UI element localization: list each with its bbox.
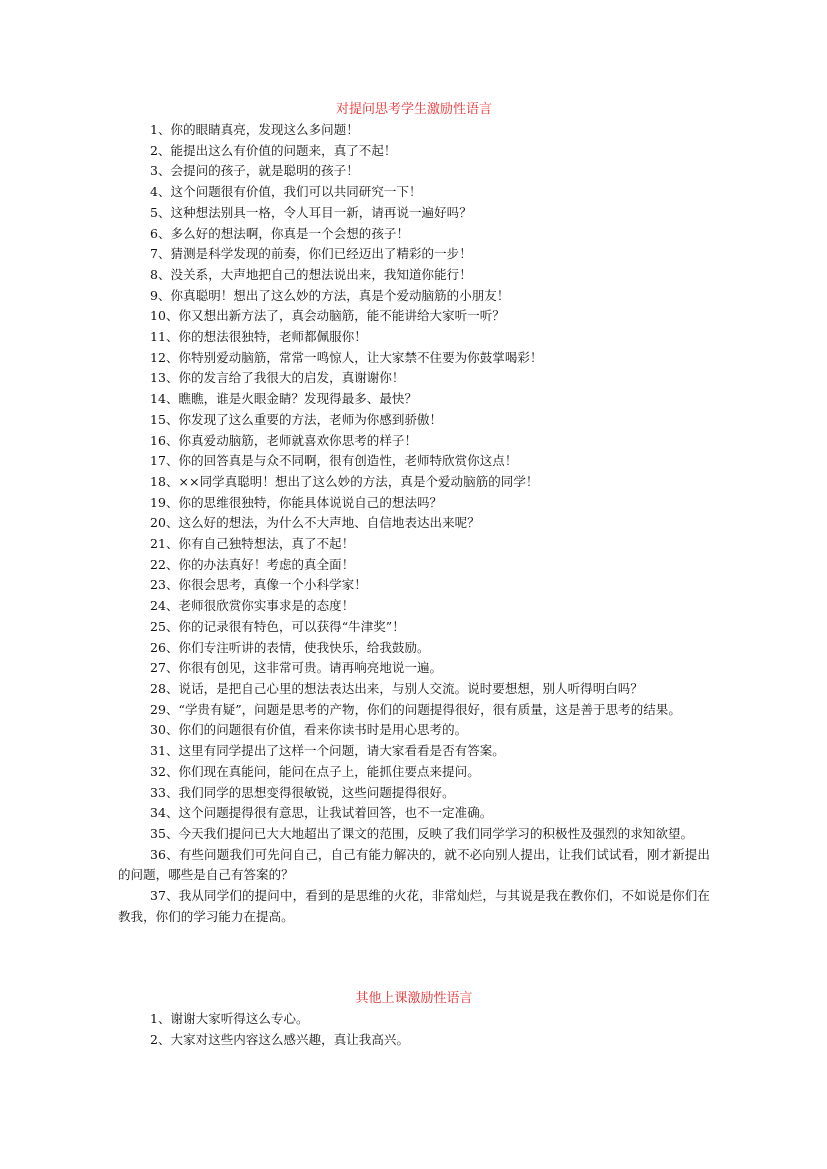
list-item: 1、你的眼睛真亮，发现这么多问题！ [150, 122, 359, 137]
list-item: 25、你的记录很有特色，可以获得“牛津奖”！ [150, 618, 405, 634]
list-item: 33、我们同学的思想变得很敏锐，这些问题提得很好。 [150, 784, 455, 800]
list-item: 16、你真爱动脑筋，老师就喜欢你思考的样子！ [150, 432, 418, 448]
list-item: 5、这种想法别具一格，令人耳目一新，请再说一遍好吗？ [150, 204, 472, 220]
list-item: 4、这个问题很有价值，我们可以共同研究一下！ [150, 184, 422, 200]
list-item: 1、谢谢大家听得这么专心。 [150, 1011, 309, 1026]
list-item: 11、你的想法很独特，老师都佩服你！ [150, 329, 367, 345]
section-title: 对提问思考学生激励性语言 [335, 102, 492, 117]
list-item: 10、你又想出新方法了，真会动脑筋，能不能讲给大家听一听？ [150, 308, 505, 324]
section-class-praise [118, 989, 710, 1050]
list-item: 34、这个问题提得很有意思，让我试着回答，也不一定准确。 [150, 805, 493, 821]
list-item: 37、我从同学们的提问中，看到的是思维的火花，非常灿烂，与其说是我在教你们，不如说是你们在教我，你们的学习能力在提高。 [118, 888, 710, 924]
list-item: 15、你发现了这么重要的方法，老师为你感到骄傲！ [150, 411, 443, 427]
section-questioning-praise [118, 100, 710, 927]
list-item: 35、今天我们提问已大大地超出了课文的范围，反映了我们同学学习的积极性及强烈的求知欲望。 [150, 825, 694, 841]
list-item: 3、会提问的孩子，就是聪明的孩子！ [150, 163, 359, 179]
list-item: 22、你的办法真好！考虑的真全面！ [150, 556, 355, 572]
list-item: 2、大家对这些内容这么感兴趣，真让我高兴。 [150, 1031, 410, 1047]
section-title: 其他上课激励性语言 [355, 991, 473, 1006]
list-item: 9、你真聪明！想出了这么妙的方法，真是个爱动脑筋的小朋友！ [150, 287, 510, 303]
list-item: 8、没关系，大声地把自己的想法说出来，我知道你能行！ [150, 266, 472, 282]
list-item: 31、这里有同学提出了这样一个问题，请大家看看是否有答案。 [150, 743, 505, 759]
list-item: 17、你的回答真是与众不同啊，很有创造性，老师特欣赏你这点！ [150, 453, 518, 469]
list-item: 32、你们现在真能问，能问在点子上，能抓住要点来提问。 [150, 763, 480, 779]
list-item: 2、能提出这么有价值的问题来，真了不起！ [150, 142, 397, 158]
list-item: 6、多么好的想法啊，你真是一个会想的孩子！ [150, 225, 410, 241]
list-item: 23、你很会思考，真像一个小科学家！ [150, 577, 367, 593]
list-item: 36、有些问题我们可先问自己，自己有能力解决的，就不必向别人提出，让我们试试看，刚才新提出的问题，哪些是自己有答案的？ [118, 846, 710, 883]
list-item: 20、这么好的想法，为什么不大声地、自信地表达出来呢？ [150, 515, 480, 531]
list-item: 19、你的思维很独特，你能具体说说自己的想法吗？ [150, 494, 443, 510]
list-item: 7、猜测是科学发现的前奏，你们已经迈出了精彩的一步！ [150, 246, 472, 262]
praise-list [118, 120, 710, 927]
list-item: 24、老师很欣赏你实事求是的态度！ [150, 598, 355, 614]
list-item: 12、你特别爱动脑筋，常常一鸣惊人，让大家禁不住要为你鼓掌喝彩！ [150, 349, 543, 365]
list-item: 21、你有自己独特想法，真了不起！ [150, 536, 355, 552]
list-item: 28、说话，是把自己心里的想法表达出来，与别人交流。说时要想想，别人听得明白吗？ [150, 680, 643, 696]
list-item: 30、你们的问题很有价值，看来你读书时是用心思考的。 [150, 722, 468, 738]
list-item: 18、××同学真聪明！想出了这么妙的方法，真是个爱动脑筋的同学！ [150, 473, 539, 489]
list-item: 26、你们专注听讲的表情，使我快乐，给我鼓励。 [150, 639, 430, 655]
list-item: 14、瞧瞧，谁是火眼金睛？发现得最多、最快？ [150, 391, 418, 407]
praise-list [118, 1009, 710, 1050]
list-item: 13、你的发言给了我很大的启发，真谢谢你！ [150, 370, 405, 386]
list-item: 29、“学贵有疑”，问题是思考的产物，你们的问题提得很好，很有质量，这是善于思考的结果。 [150, 701, 681, 717]
list-item: 27、你很有创见，这非常可贵。请再响亮地说一遍。 [150, 660, 443, 676]
